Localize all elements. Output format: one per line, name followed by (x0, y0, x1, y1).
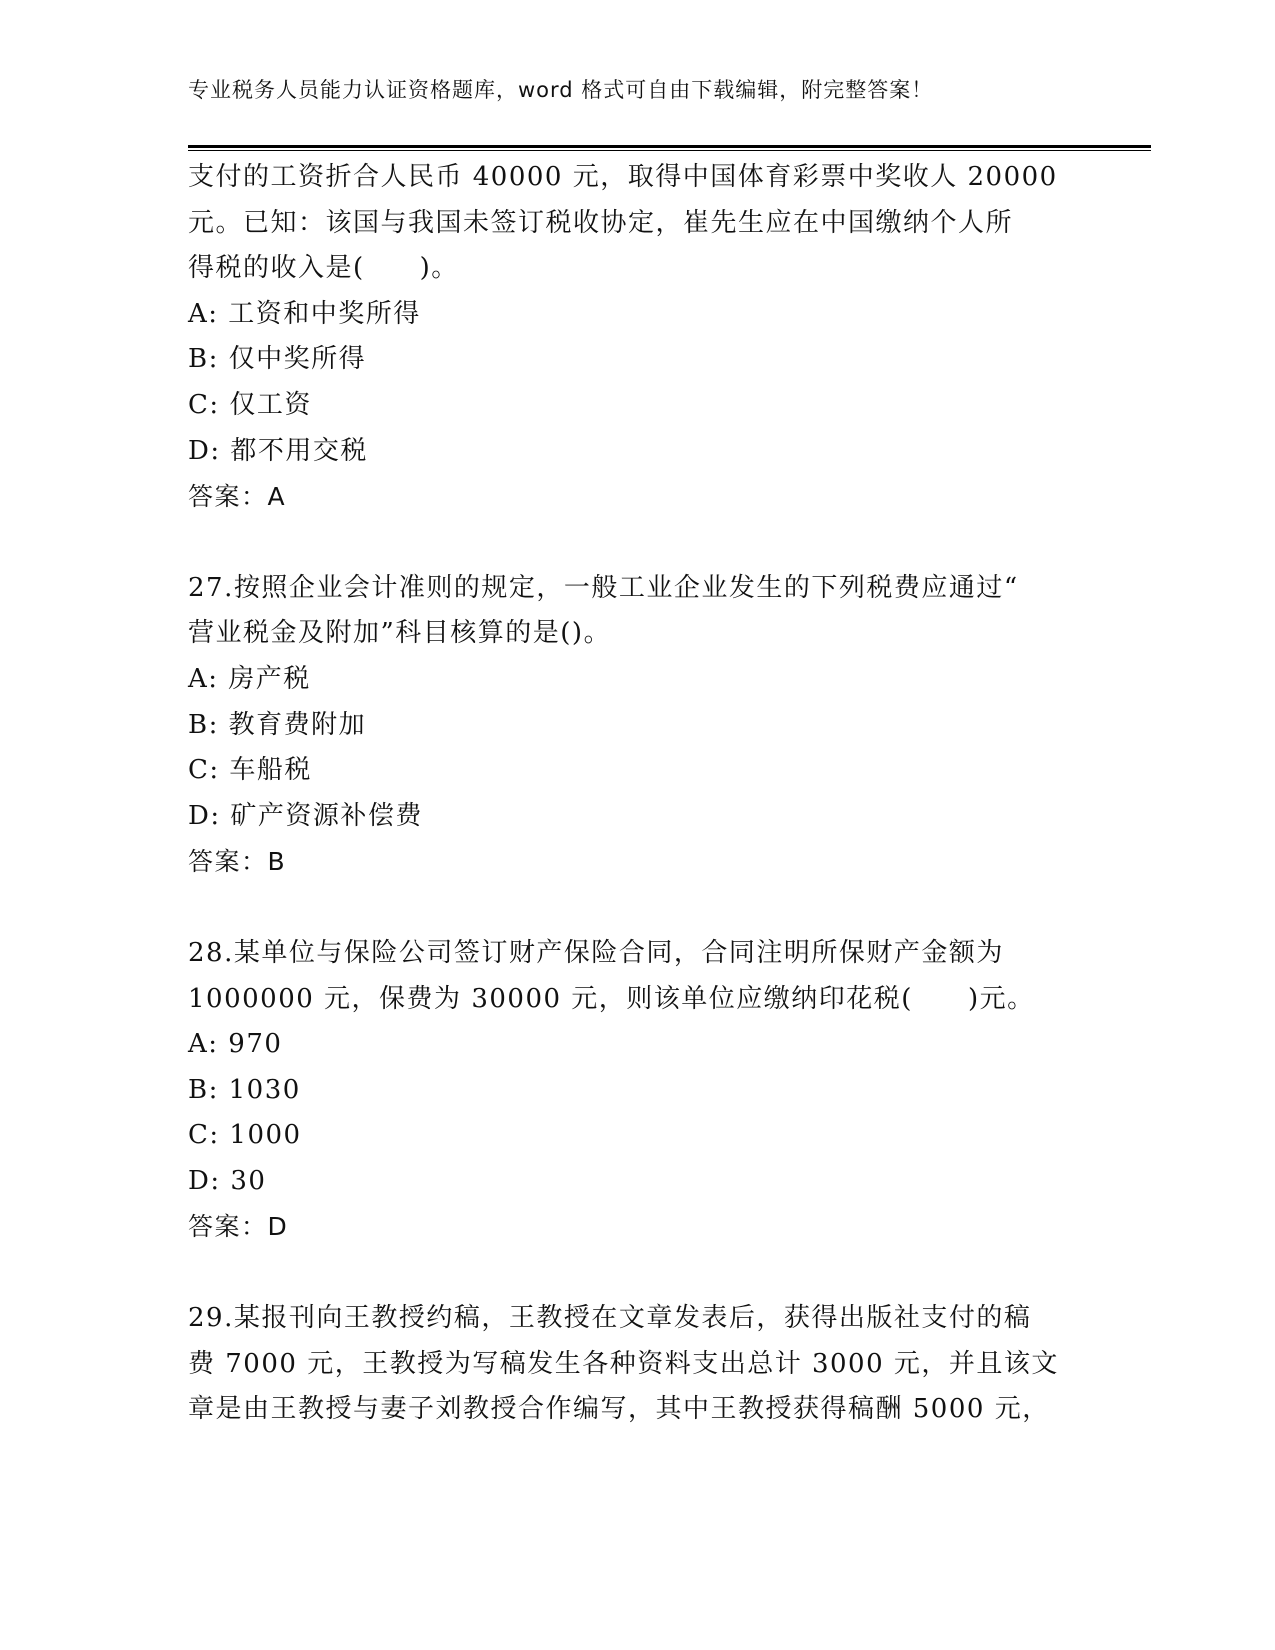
question-stem-line: 27.按照企业会计准则的规定，一般工业企业发生的下列税费应通过“ (188, 572, 1019, 603)
question-stem-line: 章是由王教授与妻子刘教授合作编写，其中王教授获得稿酬 5000 元， (188, 1394, 1050, 1425)
option-a: A: 工资和中奖所得 (188, 298, 421, 329)
option-c: C: 1000 (188, 1120, 302, 1151)
page-header: 专业税务人员能力认证资格题库，word 格式可自由下载编辑，附完整答案！ (188, 78, 934, 102)
option-a: A: 房产税 (188, 663, 311, 694)
answer: 答案：D (188, 1212, 289, 1242)
option-b: B: 仅中奖所得 (188, 344, 367, 375)
question-stem-line: 28.某单位与保险公司签订财产保险合同，合同注明所保财产金额为 (188, 937, 1004, 968)
option-b: B: 教育费附加 (188, 709, 367, 740)
question-28 (188, 931, 1088, 1250)
question-29 (188, 1296, 1088, 1433)
option-a: A: 970 (188, 1029, 283, 1060)
option-b: B: 1030 (188, 1074, 301, 1105)
option-d: D: 矿产资源补偿费 (188, 800, 423, 831)
spacer (188, 885, 1088, 931)
question-stem-line: 29.某报刊向王教授约稿，王教授在文章发表后，获得出版社支付的稿 (188, 1303, 1032, 1334)
question-content (188, 155, 1088, 1433)
question-stem-line: 1000000 元，保费为 30000 元，则该单位应缴纳印花税( )元。 (188, 983, 1035, 1014)
option-c: C: 车船税 (188, 755, 312, 786)
question-26 (188, 155, 1088, 520)
answer: 答案：B (188, 847, 287, 877)
spacer (188, 1250, 1088, 1296)
option-c: C: 仅工资 (188, 389, 312, 420)
question-stem-line: 支付的工资折合人民币 40000 元，取得中国体育彩票中奖收人 20000 (188, 162, 1058, 192)
question-stem-line: 费 7000 元，王教授为写稿发生各种资料支出总计 3000 元，并且该文 (188, 1348, 1059, 1379)
option-d: D: 都不用交税 (188, 435, 368, 466)
question-stem-line: 营业税金及附加”科目核算的是()。 (188, 618, 612, 649)
answer: 答案：A (188, 482, 287, 512)
header-rule-thin (188, 150, 1151, 151)
question-stem-line: 元。已知：该国与我国未签订税收协定，崔先生应在中国缴纳个人所 (188, 207, 1014, 238)
option-d: D: 30 (188, 1165, 267, 1196)
header-rule-thick (188, 145, 1151, 148)
spacer (188, 520, 1088, 566)
question-stem-line: 得税的收入是( )。 (188, 253, 459, 284)
question-27 (188, 566, 1088, 885)
